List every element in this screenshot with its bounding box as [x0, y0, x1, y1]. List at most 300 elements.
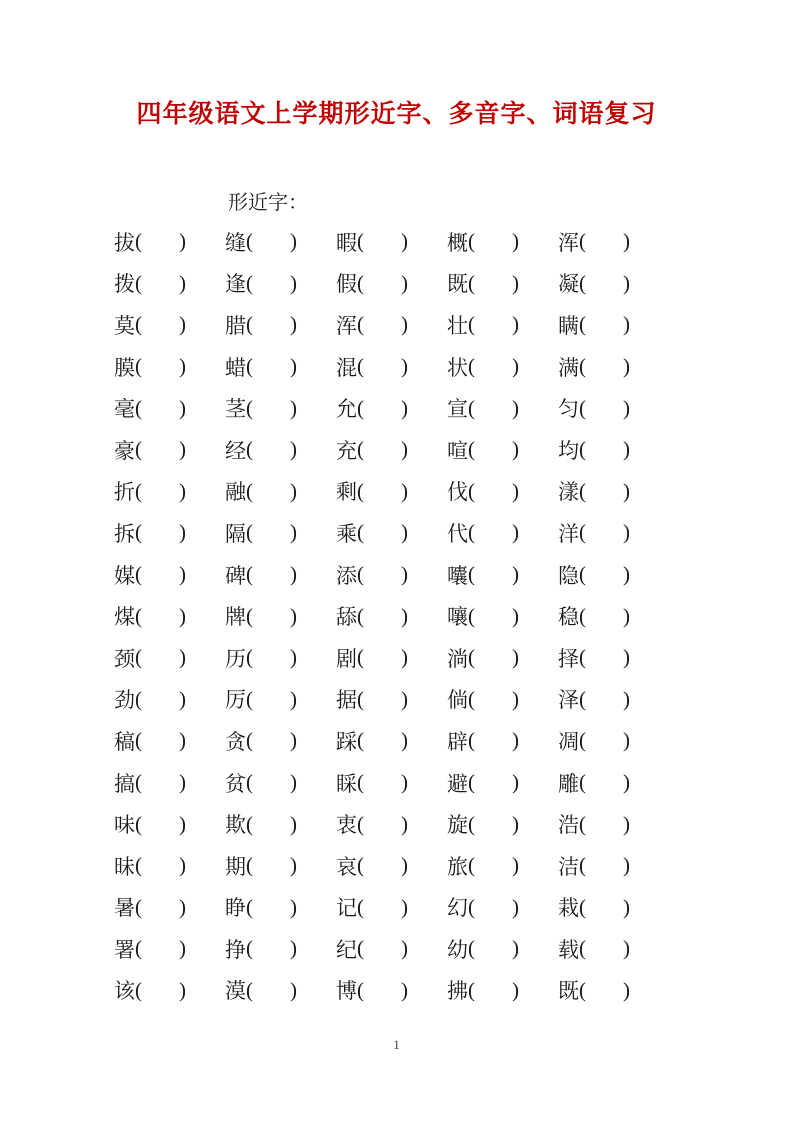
close-paren: ) [623, 354, 630, 379]
answer-blank [142, 449, 179, 450]
section-heading: 形近字： [228, 192, 308, 214]
character: 记 [336, 896, 357, 921]
close-paren: ) [179, 520, 186, 545]
answer-blank [475, 532, 512, 533]
close-paren: ) [401, 977, 408, 1002]
character: 厉 [225, 688, 246, 713]
character: 满 [558, 355, 579, 380]
close-paren: ) [290, 354, 297, 379]
answer-blank [142, 657, 179, 658]
close-paren: ) [623, 894, 630, 919]
answer-blank [586, 283, 623, 284]
character: 经 [225, 438, 246, 463]
open-paren: ( [135, 686, 142, 711]
character: 缝 [225, 230, 246, 255]
character: 剩 [336, 480, 357, 505]
answer-blank [142, 865, 179, 866]
character: 蜡 [225, 355, 246, 380]
character: 暑 [114, 896, 135, 921]
open-paren: ( [579, 562, 586, 587]
answer-blank [142, 283, 179, 284]
close-paren: ) [179, 603, 186, 628]
character-cell [114, 684, 225, 714]
answer-blank [586, 657, 623, 658]
grid-row [114, 720, 674, 762]
character: 充 [336, 438, 357, 463]
close-paren: ) [623, 728, 630, 753]
answer-blank [586, 740, 623, 741]
open-paren: ( [468, 645, 475, 670]
character-cell [336, 268, 447, 298]
close-paren: ) [512, 312, 519, 337]
character: 避 [447, 771, 468, 796]
character: 浑 [336, 313, 357, 338]
character: 凝 [558, 272, 579, 297]
answer-blank [475, 324, 512, 325]
answer-blank [586, 865, 623, 866]
close-paren: ) [290, 894, 297, 919]
open-paren: ( [357, 395, 364, 420]
character-cell [558, 934, 669, 964]
open-paren: ( [579, 437, 586, 462]
close-paren: ) [290, 312, 297, 337]
open-paren: ( [246, 894, 253, 919]
character: 壮 [447, 313, 468, 338]
close-paren: ) [179, 645, 186, 670]
answer-blank [253, 907, 290, 908]
open-paren: ( [468, 270, 475, 295]
answer-blank [364, 948, 401, 949]
answer-blank [586, 366, 623, 367]
open-paren: ( [468, 686, 475, 711]
character-cell [114, 768, 225, 798]
answer-blank [142, 574, 179, 575]
character: 洁 [558, 854, 579, 879]
answer-blank [475, 782, 512, 783]
character: 瞒 [558, 313, 579, 338]
grid-row [114, 845, 674, 887]
character-cell [114, 476, 225, 506]
close-paren: ) [290, 936, 297, 961]
answer-blank [142, 948, 179, 949]
answer-blank [253, 491, 290, 492]
open-paren: ( [135, 853, 142, 878]
open-paren: ( [246, 312, 253, 337]
open-paren: ( [246, 562, 253, 587]
close-paren: ) [401, 312, 408, 337]
character-cell [558, 352, 669, 382]
character: 隔 [225, 521, 246, 546]
close-paren: ) [623, 395, 630, 420]
close-paren: ) [179, 936, 186, 961]
character-cell [225, 476, 336, 506]
close-paren: ) [512, 603, 519, 628]
open-paren: ( [246, 770, 253, 795]
answer-blank [364, 740, 401, 741]
character-cell [225, 934, 336, 964]
character-cell [336, 518, 447, 548]
answer-blank [364, 491, 401, 492]
open-paren: ( [357, 894, 364, 919]
open-paren: ( [579, 603, 586, 628]
close-paren: ) [512, 520, 519, 545]
open-paren: ( [135, 520, 142, 545]
character: 衷 [336, 813, 357, 838]
open-paren: ( [468, 229, 475, 254]
answer-blank [586, 491, 623, 492]
close-paren: ) [623, 811, 630, 836]
close-paren: ) [290, 270, 297, 295]
open-paren: ( [357, 645, 364, 670]
answer-blank [142, 616, 179, 617]
close-paren: ) [623, 520, 630, 545]
close-paren: ) [512, 853, 519, 878]
character: 浑 [558, 230, 579, 255]
document-title: 四年级语文上学期形近字、多音字、词语复习 [136, 101, 657, 128]
close-paren: ) [623, 562, 630, 587]
character: 腊 [225, 313, 246, 338]
character-cell [558, 809, 669, 839]
character: 泽 [558, 688, 579, 713]
answer-blank [475, 657, 512, 658]
character-cell [558, 643, 669, 673]
open-paren: ( [357, 562, 364, 587]
character-cell [225, 892, 336, 922]
answer-blank [142, 408, 179, 409]
character-cell [447, 518, 558, 548]
close-paren: ) [290, 728, 297, 753]
close-paren: ) [401, 645, 408, 670]
close-paren: ) [512, 686, 519, 711]
character: 贫 [225, 771, 246, 796]
character: 伐 [447, 480, 468, 505]
answer-blank [142, 241, 179, 242]
close-paren: ) [401, 853, 408, 878]
answer-blank [253, 990, 290, 991]
open-paren: ( [357, 520, 364, 545]
grid-row [114, 595, 674, 637]
answer-blank [253, 324, 290, 325]
character-cell [114, 310, 225, 340]
character-cell [225, 518, 336, 548]
close-paren: ) [512, 437, 519, 462]
character-cell [447, 892, 558, 922]
character-cell [114, 726, 225, 756]
character: 拂 [447, 979, 468, 1004]
character-cell [558, 310, 669, 340]
close-paren: ) [623, 977, 630, 1002]
character-cell [558, 726, 669, 756]
character: 逢 [225, 272, 246, 297]
open-paren: ( [357, 811, 364, 836]
character-cell [336, 601, 447, 631]
close-paren: ) [401, 354, 408, 379]
open-paren: ( [246, 520, 253, 545]
character: 拨 [114, 272, 135, 297]
character-cell [558, 601, 669, 631]
character: 据 [336, 688, 357, 713]
grid-row [114, 471, 674, 513]
answer-blank [475, 699, 512, 700]
character: 搞 [114, 771, 135, 796]
open-paren: ( [468, 395, 475, 420]
character-cell [114, 809, 225, 839]
answer-blank [253, 740, 290, 741]
character-grid [114, 221, 674, 1011]
close-paren: ) [623, 270, 630, 295]
character: 漠 [225, 979, 246, 1004]
character: 概 [447, 230, 468, 255]
character-cell [114, 268, 225, 298]
character: 假 [336, 272, 357, 297]
close-paren: ) [179, 229, 186, 254]
character: 幼 [447, 937, 468, 962]
close-paren: ) [512, 894, 519, 919]
close-paren: ) [401, 520, 408, 545]
open-paren: ( [357, 478, 364, 503]
character-cell [558, 268, 669, 298]
close-paren: ) [401, 894, 408, 919]
answer-blank [475, 449, 512, 450]
open-paren: ( [357, 936, 364, 961]
close-paren: ) [179, 811, 186, 836]
open-paren: ( [357, 354, 364, 379]
answer-blank [364, 574, 401, 575]
character-cell [225, 310, 336, 340]
character: 乘 [336, 521, 357, 546]
open-paren: ( [246, 270, 253, 295]
close-paren: ) [623, 437, 630, 462]
character-cell [447, 809, 558, 839]
character-cell [336, 726, 447, 756]
open-paren: ( [468, 520, 475, 545]
close-paren: ) [401, 936, 408, 961]
close-paren: ) [401, 562, 408, 587]
answer-blank [475, 283, 512, 284]
answer-blank [586, 532, 623, 533]
character-cell [336, 352, 447, 382]
character-cell [447, 601, 558, 631]
open-paren: ( [357, 603, 364, 628]
open-paren: ( [135, 437, 142, 462]
close-paren: ) [623, 645, 630, 670]
answer-blank [586, 948, 623, 949]
character-cell [114, 601, 225, 631]
character: 昧 [114, 854, 135, 879]
character-cell [447, 768, 558, 798]
character-cell [114, 518, 225, 548]
open-paren: ( [246, 645, 253, 670]
character-cell [336, 560, 447, 590]
open-paren: ( [579, 520, 586, 545]
character: 碑 [225, 563, 246, 588]
close-paren: ) [290, 770, 297, 795]
character: 舔 [336, 605, 357, 630]
open-paren: ( [135, 645, 142, 670]
answer-blank [475, 408, 512, 409]
answer-blank [253, 657, 290, 658]
character-cell [447, 310, 558, 340]
close-paren: ) [512, 562, 519, 587]
open-paren: ( [357, 270, 364, 295]
answer-blank [475, 948, 512, 949]
answer-blank [475, 574, 512, 575]
close-paren: ) [290, 811, 297, 836]
close-paren: ) [290, 645, 297, 670]
character-cell [225, 684, 336, 714]
character-cell [558, 393, 669, 423]
character-cell [447, 476, 558, 506]
answer-blank [253, 699, 290, 700]
open-paren: ( [135, 894, 142, 919]
character-cell [558, 435, 669, 465]
answer-blank [142, 324, 179, 325]
open-paren: ( [357, 312, 364, 337]
open-paren: ( [135, 728, 142, 753]
answer-blank [475, 740, 512, 741]
character: 载 [558, 937, 579, 962]
character: 匀 [558, 397, 579, 422]
character: 暇 [336, 230, 357, 255]
open-paren: ( [246, 478, 253, 503]
character-cell [114, 227, 225, 257]
character: 混 [336, 355, 357, 380]
answer-blank [475, 990, 512, 991]
character: 期 [225, 854, 246, 879]
character: 状 [447, 355, 468, 380]
grid-row [114, 263, 674, 305]
close-paren: ) [512, 354, 519, 379]
character-cell [225, 352, 336, 382]
open-paren: ( [135, 354, 142, 379]
close-paren: ) [179, 354, 186, 379]
character-cell [225, 726, 336, 756]
open-paren: ( [246, 686, 253, 711]
character-cell [447, 684, 558, 714]
close-paren: ) [179, 562, 186, 587]
open-paren: ( [579, 354, 586, 379]
character-cell [336, 934, 447, 964]
close-paren: ) [401, 603, 408, 628]
character: 稳 [558, 605, 579, 630]
character: 劲 [114, 688, 135, 713]
close-paren: ) [401, 395, 408, 420]
character-cell [336, 476, 447, 506]
close-paren: ) [623, 603, 630, 628]
character: 煤 [114, 605, 135, 630]
answer-blank [142, 699, 179, 700]
open-paren: ( [579, 312, 586, 337]
character: 代 [447, 521, 468, 546]
character: 幻 [447, 896, 468, 921]
open-paren: ( [468, 478, 475, 503]
open-paren: ( [135, 770, 142, 795]
character-cell [447, 268, 558, 298]
character: 味 [114, 813, 135, 838]
answer-blank [142, 366, 179, 367]
close-paren: ) [290, 686, 297, 711]
character-cell [336, 393, 447, 423]
answer-blank [364, 532, 401, 533]
close-paren: ) [179, 312, 186, 337]
answer-blank [364, 907, 401, 908]
answer-blank [475, 491, 512, 492]
open-paren: ( [246, 603, 253, 628]
character: 豪 [114, 438, 135, 463]
close-paren: ) [512, 770, 519, 795]
open-paren: ( [246, 811, 253, 836]
character-cell [558, 851, 669, 881]
character: 雕 [558, 771, 579, 796]
close-paren: ) [179, 853, 186, 878]
character: 莫 [114, 313, 135, 338]
answer-blank [142, 740, 179, 741]
answer-blank [253, 366, 290, 367]
open-paren: ( [468, 811, 475, 836]
close-paren: ) [512, 478, 519, 503]
character: 欺 [225, 813, 246, 838]
character: 喧 [447, 438, 468, 463]
answer-blank [586, 782, 623, 783]
character: 折 [114, 480, 135, 505]
open-paren: ( [357, 229, 364, 254]
close-paren: ) [290, 478, 297, 503]
open-paren: ( [468, 562, 475, 587]
answer-blank [253, 948, 290, 949]
character-cell [336, 435, 447, 465]
answer-blank [586, 990, 623, 991]
open-paren: ( [135, 478, 142, 503]
character: 浩 [558, 813, 579, 838]
close-paren: ) [512, 811, 519, 836]
open-paren: ( [579, 478, 586, 503]
answer-blank [586, 907, 623, 908]
open-paren: ( [246, 437, 253, 462]
open-paren: ( [579, 395, 586, 420]
open-paren: ( [468, 728, 475, 753]
character: 茎 [225, 397, 246, 422]
character-cell [225, 809, 336, 839]
open-paren: ( [246, 395, 253, 420]
character-cell [114, 892, 225, 922]
open-paren: ( [246, 936, 253, 961]
character-cell [558, 892, 669, 922]
character-cell [225, 435, 336, 465]
character: 隐 [558, 563, 579, 588]
answer-blank [586, 408, 623, 409]
character-cell [447, 560, 558, 590]
character-cell [447, 643, 558, 673]
answer-blank [364, 699, 401, 700]
grid-row [114, 762, 674, 804]
answer-blank [142, 532, 179, 533]
character-cell [225, 268, 336, 298]
character: 哀 [336, 854, 357, 879]
close-paren: ) [401, 811, 408, 836]
open-paren: ( [468, 894, 475, 919]
answer-blank [364, 449, 401, 450]
character-cell [447, 352, 558, 382]
character: 辟 [447, 729, 468, 754]
character: 剧 [336, 646, 357, 671]
grid-row [114, 387, 674, 429]
open-paren: ( [135, 936, 142, 961]
close-paren: ) [179, 977, 186, 1002]
close-paren: ) [401, 728, 408, 753]
character: 囔 [447, 563, 468, 588]
answer-blank [364, 865, 401, 866]
open-paren: ( [246, 977, 253, 1002]
